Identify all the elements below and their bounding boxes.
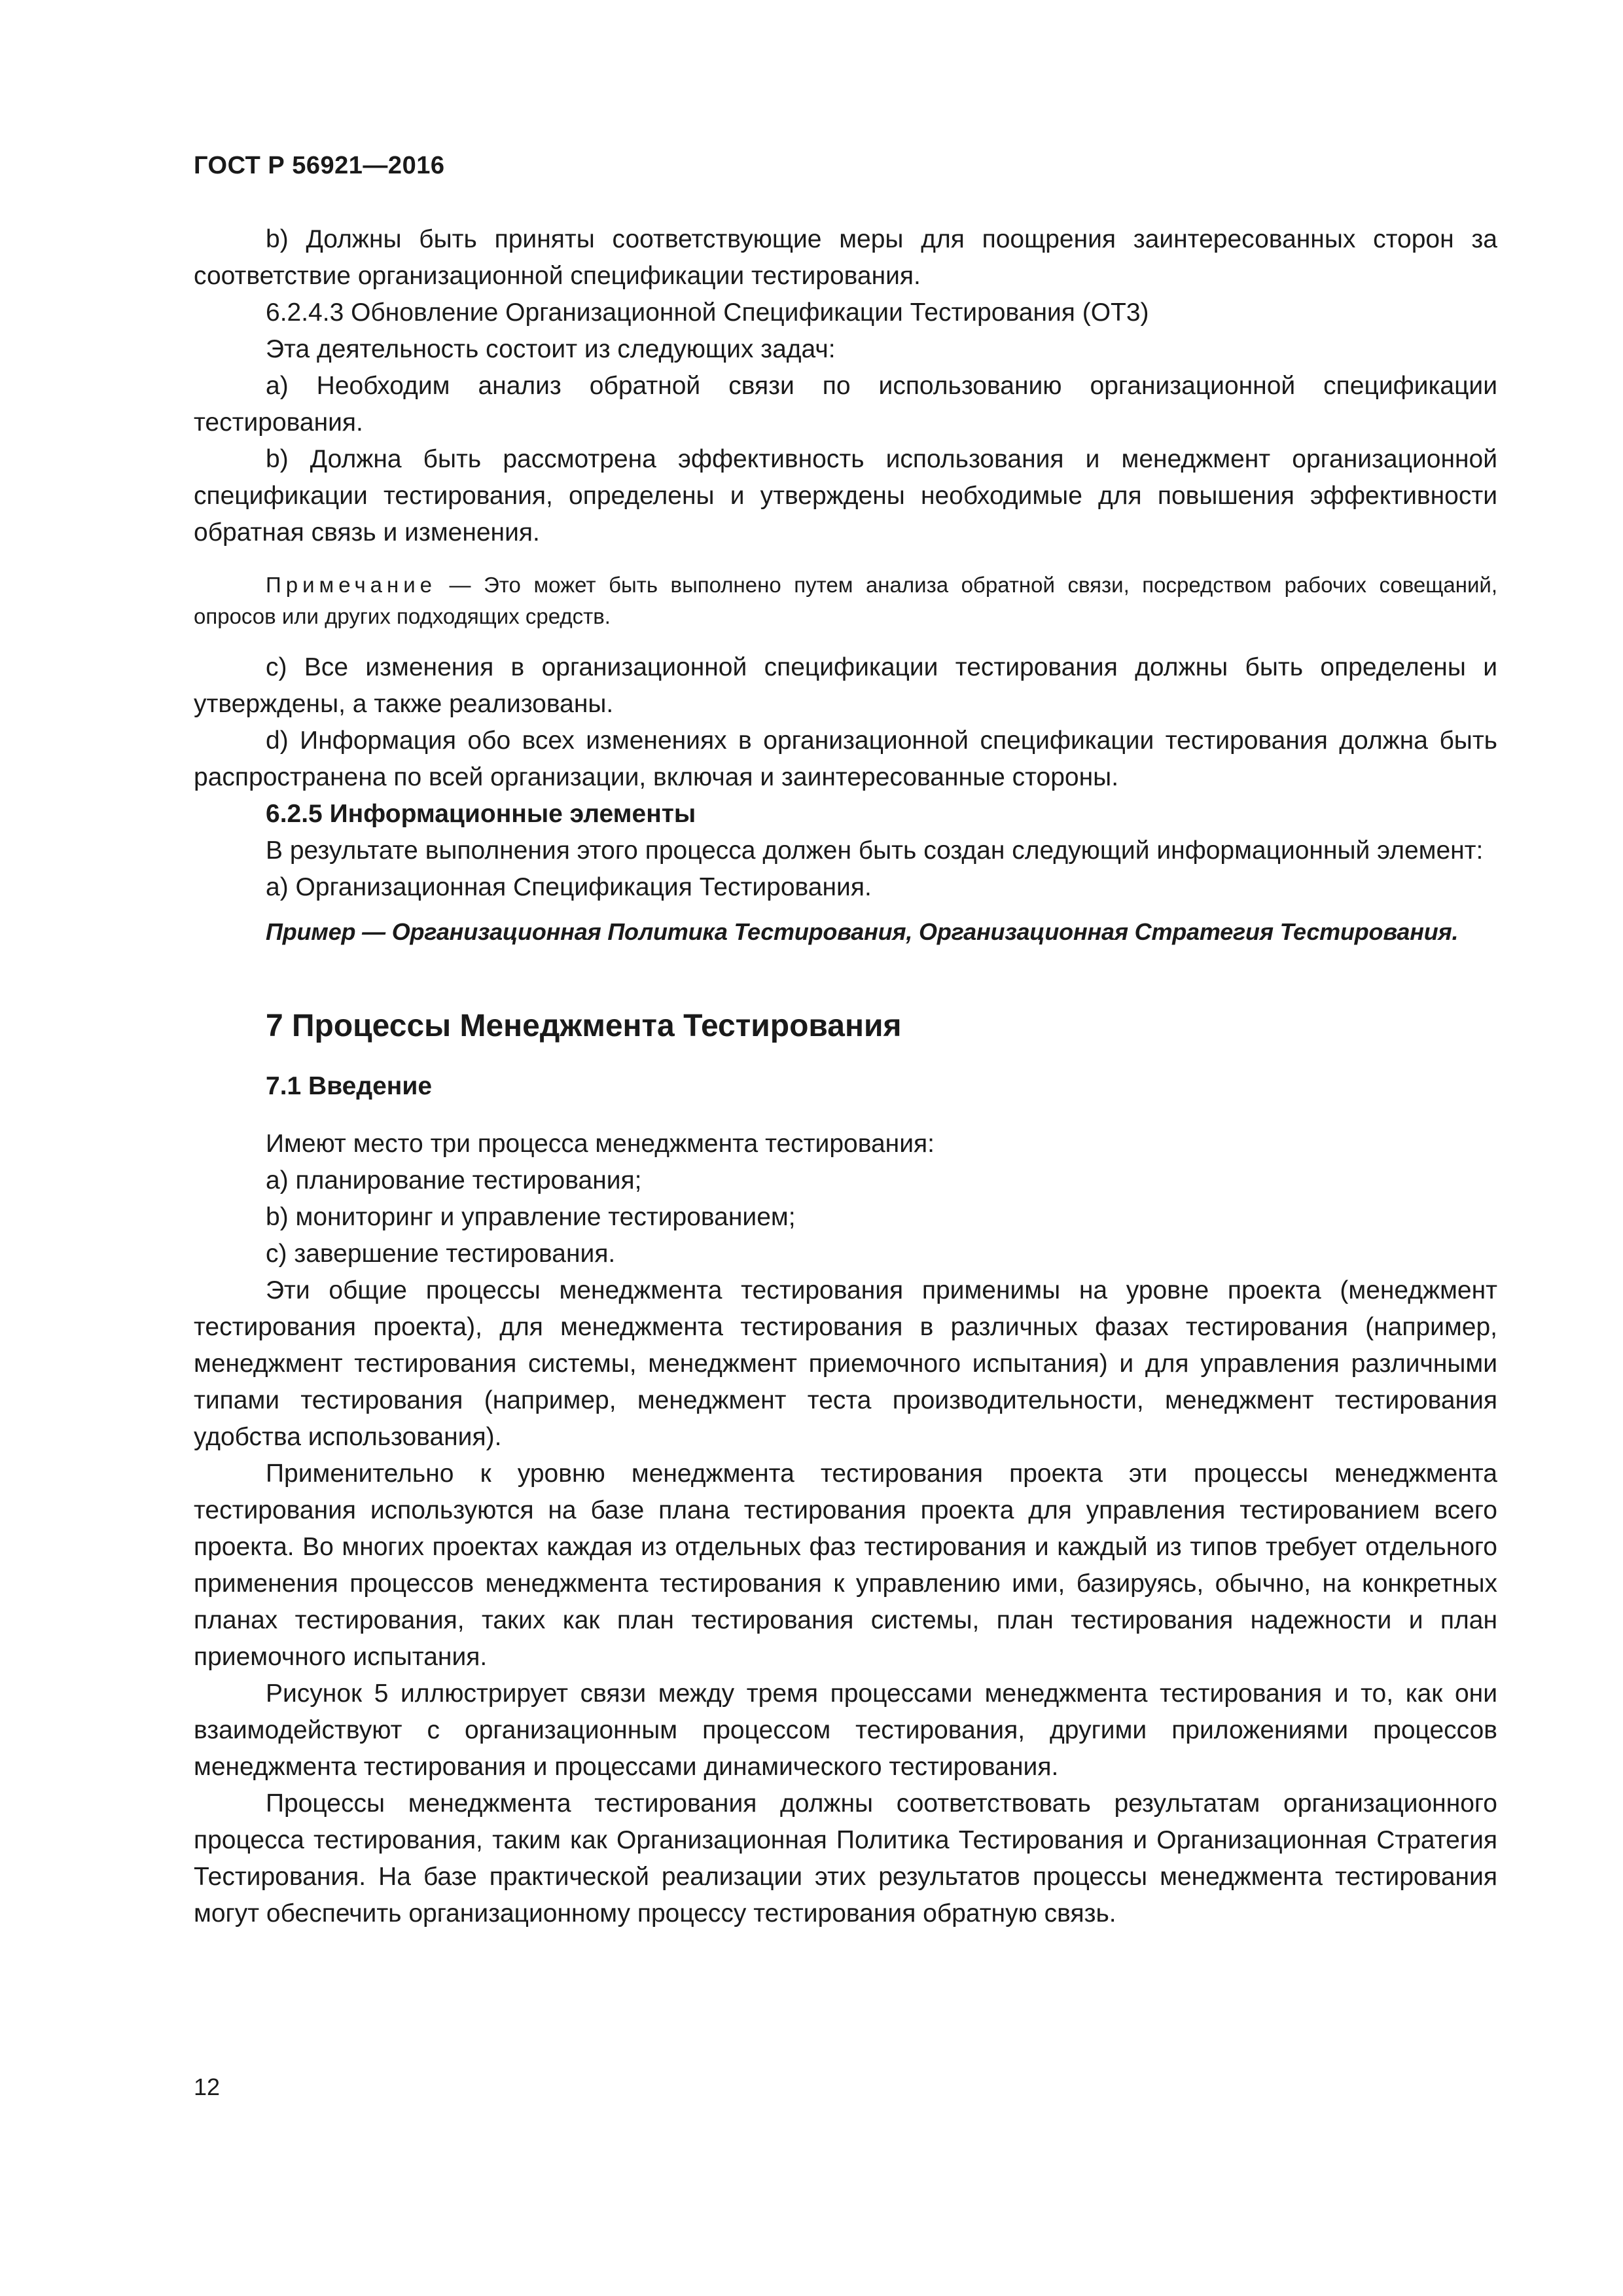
note (194, 569, 1497, 632)
list-item: d) Информация обо всех изменениях в организационной спецификации тестирования должна быть распространена по всей организации, включая и заинтересованные стороны. (194, 726, 1497, 791)
paragraph: Имеют место три процесса менеджмента тестирования: (266, 1130, 935, 1158)
clause-title: 6.2.4.3 Обновление Организационной Спецификации Тестирования (ОТ3) (266, 298, 1149, 327)
paragraph: b) Должны быть приняты соответствующие меры для поощрения заинтересованных сторон за соответствие организационной спецификации тестирования. (194, 225, 1497, 290)
list-item: a) Организационная Спецификация Тестирования. (266, 873, 872, 901)
list-item: a) планирование тестирования; (266, 1166, 642, 1194)
subsection-title: 6.2.5 Информационные элементы (266, 800, 696, 828)
list-item: a) Необходим анализ обратной связи по использованию организационной спецификации тестирования. (194, 372, 1497, 437)
paragraph: Применительно к уровню менеджмента тестирования проекта эти процессы менеджмента тестирования используются на базе плана тестирования проекта для управления тестированием всего проекта. Во многих проектах каждая из отдельных фаз тестирования и каждый из типов требует отдельного применения процессов менеджмента тестирования к управлению ими, базируясь, обычно, на конкретных планах тестирования, таких как план тестирования системы, план тестирования надежности и план приемочного испытания. (194, 1460, 1497, 1671)
paragraph: Процессы менеджмента тестирования должны соответствовать результатам организационного процесса тестирования, таким как Организационная Политика Тестирования и Организационная Стратегия Тестирования. На базе практической реализации этих результатов процессы менеджмента тестирования могут обеспечить организационному процессу тестирования обратную связь. (194, 1789, 1497, 1928)
list-item: c) Все изменения в организационной спецификации тестирования должны быть определены и утверждены, а также реализованы. (194, 653, 1497, 718)
paragraph: В результате выполнения этого процесса должен быть создан следующий информационный элемент: (266, 836, 1484, 865)
page-number: 12 (194, 2073, 221, 2100)
note-text: — Это может быть выполнено путем анализа обратной связи, посредством рабочих совещаний, опросов или других подходящих средств. (194, 573, 1497, 628)
paragraph: Эти общие процессы менеджмента тестирования применимы на уровне проекта (менеджмент тестирования проекта), для менеджмента тестирования в различных фазах тестирования (например, менеджмент тестирования системы, менеджмент приемочного испытания) и для управления различными типами тестирования (например, менеджмент теста производительности, менеджмент тестирования удобства использования). (194, 1276, 1497, 1451)
list-item: b) мониторинг и управление тестированием; (266, 1203, 796, 1231)
list-item: b) Должна быть рассмотрена эффективность использования и менеджмент организационной спецификации тестирования, определены и утверждены необходимые для повышения эффективности обратная связь и изменения. (194, 445, 1497, 547)
example: Пример — Организационная Политика Тестирования, Организационная Стратегия Тестирования. (266, 918, 1459, 945)
section-title: 7 Процессы Менеджмента Тестирования (266, 1009, 902, 1043)
note-label: Примечание (266, 573, 437, 597)
list-item: c) завершение тестирования. (266, 1240, 616, 1268)
paragraph: Эта деятельность состоит из следующих задач: (266, 335, 836, 363)
document-header: ГОСТ Р 56921—2016 (194, 152, 445, 179)
document-body (194, 221, 1497, 1932)
paragraph: Рисунок 5 иллюстрирует связи между тремя процессами менеджмента тестирования и то, как они взаимодействуют с организационным процессом тестирования, другими приложениями процессов менеджмента тестирования и процессами динамического тестирования. (194, 1679, 1497, 1781)
subsection-title: 7.1 Введение (266, 1072, 433, 1100)
